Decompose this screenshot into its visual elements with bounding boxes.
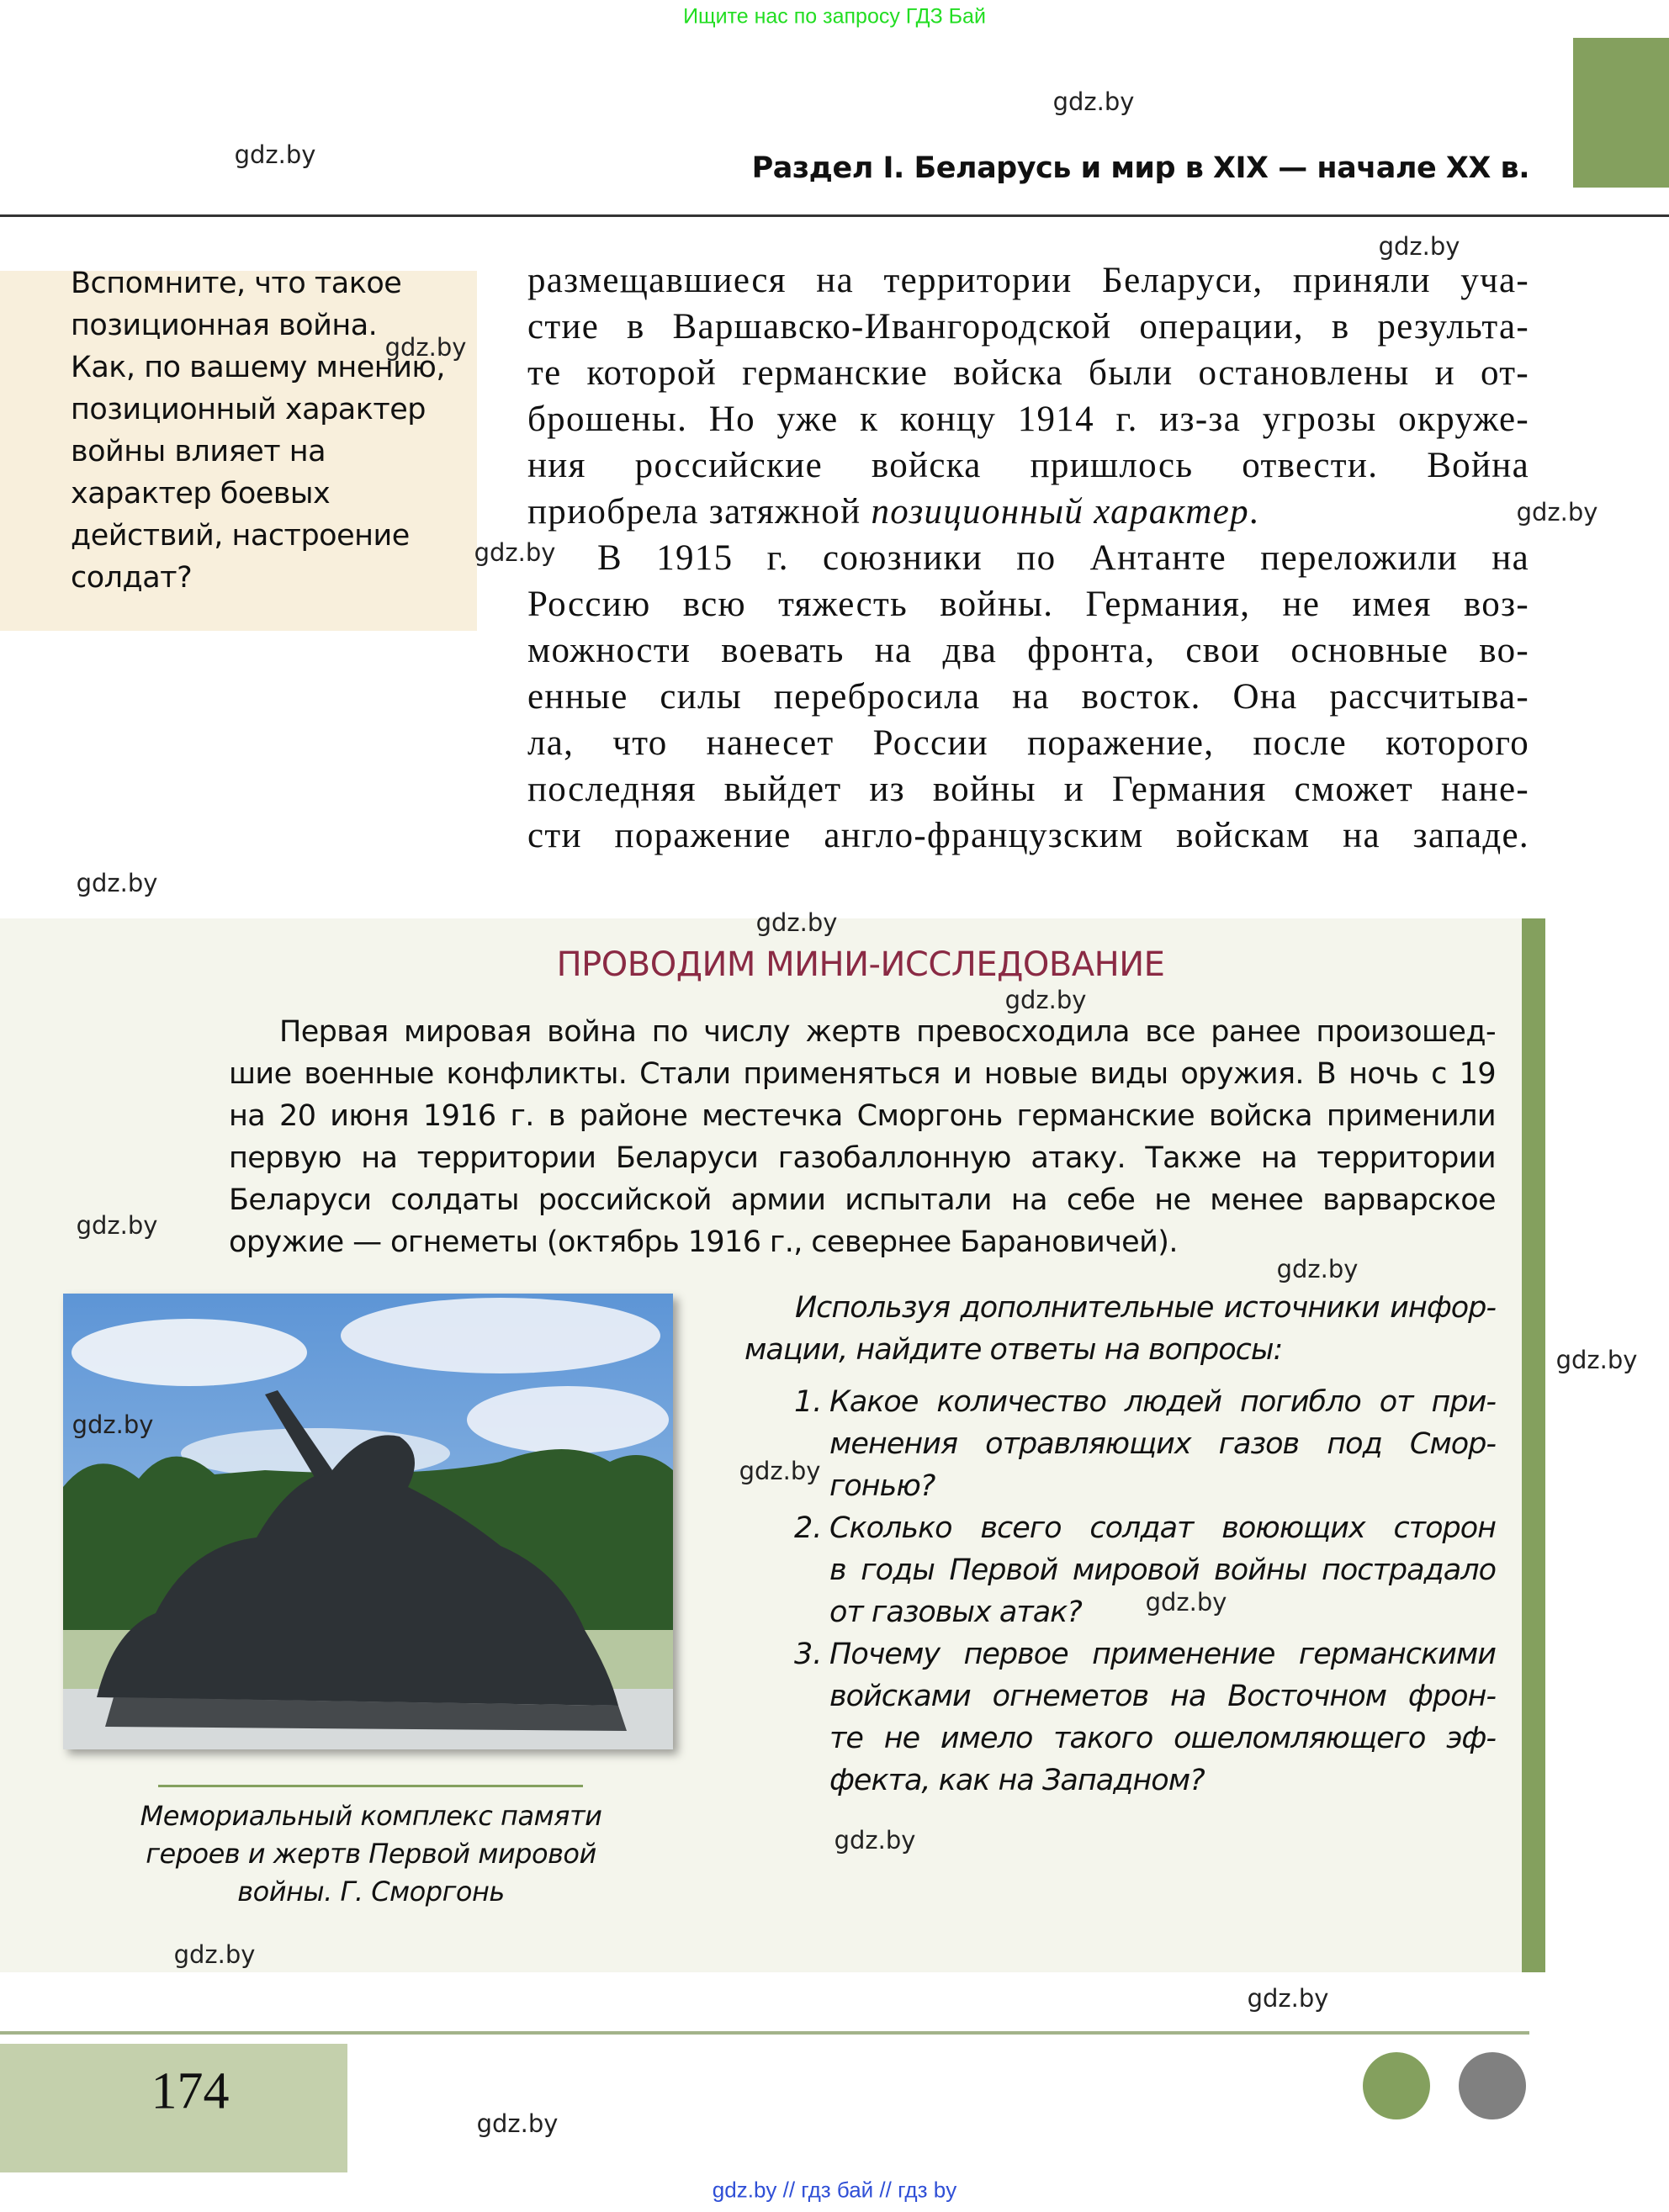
footer-divider [0, 2031, 1529, 2035]
watermark: gdz.by [72, 1410, 154, 1439]
memorial-photo [63, 1294, 673, 1749]
question-number: 3. [794, 1638, 823, 1671]
text-line: те которой германские войска были остановлены и от- [527, 353, 1529, 393]
text-line: В 1915 г. союзники по Антанте переложили на [597, 538, 1529, 578]
text-segment: . [1248, 492, 1259, 532]
sidebar-line: солдат? [71, 561, 193, 595]
section-tab-marker [1573, 38, 1669, 188]
text-line: на 20 июня 1916 г. в районе местечка Сморгонь германские войска применили [229, 1099, 1496, 1133]
question-line: Почему первое применение германскими [829, 1638, 1496, 1671]
question-line: те не имело такого ошеломляющего эф- [829, 1722, 1496, 1755]
text-line: оружие — огнеметы (октябрь 1916 г., севернее Барановичей). [229, 1225, 1178, 1259]
task-intro-line: мации, найдите ответы на вопросы: [744, 1333, 1283, 1367]
text-line: можности воевать на два фронта, свои основные во- [527, 631, 1529, 670]
watermark: gdz.by [1052, 87, 1135, 116]
emphasis-term: позиционный характер [871, 492, 1249, 532]
task-intro-line: Используя дополнительные источники инфор- [795, 1291, 1496, 1325]
sidebar-line: характер боевых [71, 477, 331, 511]
watermark: gdz.by [384, 333, 467, 362]
sidebar-text [0, 267, 477, 631]
memorial-sculpture-image [63, 1294, 673, 1749]
text-line: Беларуси солдаты российской армии испытали на себе не менее варварское [229, 1183, 1496, 1217]
question-line: Сколько всего солдат воюющих сторон [829, 1511, 1496, 1545]
text-line: размещавшиеся на территории Беларуси, приняли уча- [527, 261, 1529, 300]
sidebar-line: действий, настроение [71, 519, 410, 553]
green-dot-icon [1363, 2052, 1430, 2119]
sidebar-line: войны влияет на [71, 435, 326, 468]
caption-line: героев и жертв Первой мировой [146, 1838, 596, 1870]
page-header-title: Раздел I. Беларусь и мир в XIX — начале XX в. [751, 151, 1529, 185]
question-line: менения отравляющих газов под Смор- [829, 1427, 1496, 1461]
bottom-links[interactable]: gdz.by // гдз бай // гдз by [712, 2177, 957, 2203]
page-number: 174 [151, 2062, 230, 2120]
watermark: gdz.by [76, 869, 158, 897]
watermark: gdz.by [1145, 1588, 1227, 1617]
header-divider [0, 214, 1669, 217]
text-line: ла, что нанесет России поражение, после которого [527, 723, 1529, 763]
watermark: gdz.by [1247, 1984, 1329, 2013]
watermark: gdz.by [739, 1457, 821, 1485]
watermark: gdz.by [1378, 232, 1460, 261]
text-line: брошены. Но уже к концу 1914 г. из-за угрозы окруже- [527, 400, 1529, 439]
watermark: gdz.by [1276, 1255, 1359, 1283]
watermark: gdz.by [76, 1211, 158, 1240]
sidebar-line: позиционная война. [71, 309, 378, 342]
sidebar-line: Вспомните, что такое [71, 267, 402, 300]
watermark: gdz.by [474, 538, 556, 567]
watermark: gdz.by [1555, 1346, 1638, 1374]
text-line [527, 489, 1529, 535]
caption-line: войны. Г. Сморгонь [237, 1876, 505, 1908]
sidebar-line: позиционный характер [71, 393, 427, 426]
question-line: гонью? [829, 1469, 935, 1503]
watermark: gdz.by [1516, 498, 1598, 527]
sidebar-line: Как, по вашему мнению, [71, 351, 446, 384]
text-line: стие в Варшавско-Ивангородской операции, в результа- [527, 307, 1529, 347]
watermark: gdz.by [1004, 986, 1087, 1014]
text-line: Россию всю тяжесть войны. Германия, не имея воз- [527, 585, 1529, 624]
question-number: 2. [794, 1511, 823, 1545]
question-number: 1. [794, 1385, 823, 1419]
watermark: gdz.by [755, 908, 838, 937]
text-line: енные силы перебросила на восток. Она рассчитыва- [527, 677, 1529, 717]
question-line: в годы Первой мировой войны пострадало [829, 1553, 1496, 1587]
text-line: шие военные конфликты. Стали применяться и новые виды оружия. В ночь с 19 [229, 1057, 1496, 1091]
question-line: Какое количество людей погибло от при- [829, 1385, 1496, 1419]
search-banner: Ищите нас по запросу ГДЗ Бай [683, 4, 986, 29]
gray-dot-icon [1459, 2052, 1526, 2119]
question-line: фекта, как на Западном? [829, 1764, 1205, 1797]
caption-divider [158, 1785, 583, 1787]
text-line: сти поражение англо-французским войскам на западе. [527, 816, 1529, 855]
text-segment: приобрела затяжной [527, 492, 872, 532]
watermark: gdz.by [234, 140, 316, 169]
watermark: gdz.by [476, 2109, 559, 2138]
mini-research-accent-bar [1522, 918, 1545, 1972]
text-line: ния российские войска пришлось отвести. Война [527, 446, 1529, 485]
watermark: gdz.by [173, 1940, 256, 1969]
caption-line: Мемориальный комплекс памяти [140, 1800, 602, 1832]
text-line: первую на территории Беларуси газобаллонную атаку. Также на территории [229, 1141, 1496, 1175]
question-line: войсками огнеметов на Восточном фрон- [829, 1680, 1496, 1713]
question-line: от газовых атак? [829, 1595, 1082, 1629]
text-line: Первая мировая война по числу жертв превосходила все ранее произошед- [279, 1015, 1496, 1049]
watermark: gdz.by [834, 1826, 916, 1855]
mini-research-title: ПРОВОДИМ МИНИ-ИССЛЕДОВАНИЕ [556, 945, 1165, 984]
text-line: последняя выйдет из войны и Германия сможет нане- [527, 770, 1529, 809]
